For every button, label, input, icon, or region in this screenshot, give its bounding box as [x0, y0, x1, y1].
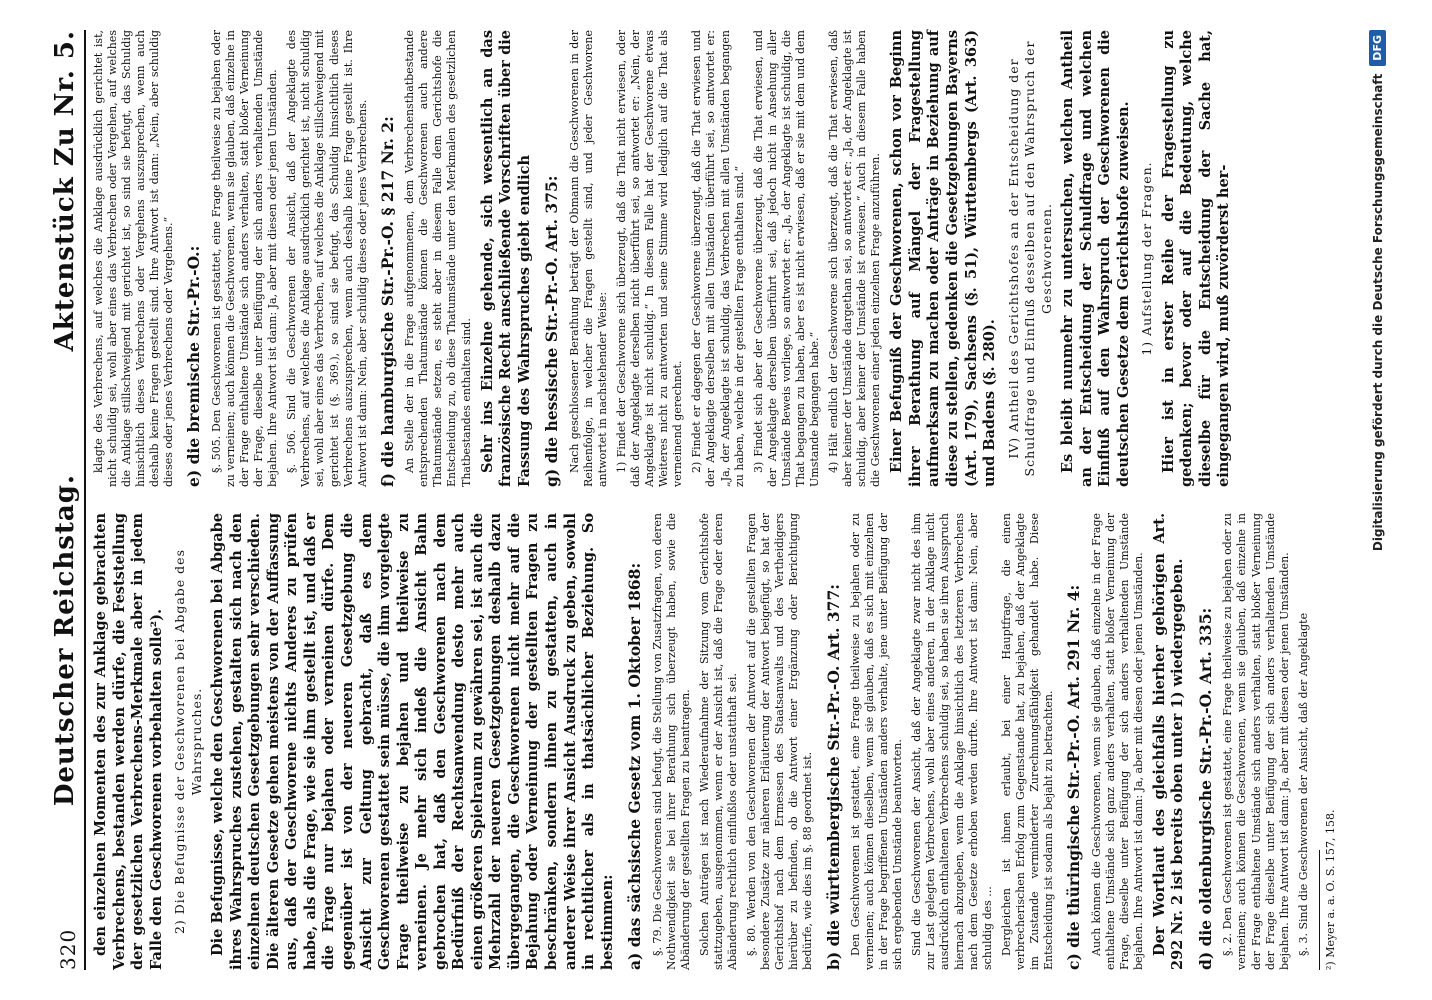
paragraph: §. 79. Die Geschworenen sind befugt, die Stellung von Zusatzfragen, von deren Nothwendigkeit sie bei ihrer Berathung sich überzeugt haben, sowie die Abänderung der gestellten Fragen zu beantragen. — [650, 513, 692, 970]
paragraph: Hier ist in erster Reihe der Fragestellung zu gedenken; bevor oder auf die Bedeutung, welche dieselbe für die Entscheidung der Sache hat, eingegangen wird, muß zuvörderst her- — [1159, 30, 1233, 487]
paragraph: 4) Hält endlich der Geschworene sich überzeugt, daß die That erwiesen, daß aber keiner der Umstände dargethan sei, so antwortet er: „Ja, der Angeklagte ist schuldig, aber keiner der Umstände ist erwiesen.“ Auch in diesem Falle haben die Geschworenen einer jeden einzelnen Frage anzuführen. — [827, 30, 883, 487]
running-subtitle: Aktenstück Zu Nr. 5. — [50, 30, 80, 352]
subsection-heading: g) die hessische Str.-Pr.-O. Art. 375: — [542, 175, 562, 487]
section-heading: IV) Antheil des Gerichtshofes an der Entscheidung der Schuldfrage und Einfluß desselben auf den Wahrspruch der Geschworenen. — [1005, 40, 1054, 477]
subsection-heading: b) die württembergische Str.-Pr.-O. Art. 377: — [823, 584, 843, 970]
paragraph: Den Geschworenen ist gestattet, eine Frage theilweise zu bejahen oder zu verneinen; auch können dieselben, wenn sie glauben, daß es sich mit einzelnen in der Frage begriffenen Umständen anders verhalte, jene unter Beifügung der sich ergebenden Umstände beantworten. — [848, 513, 905, 970]
left-column — [92, 513, 1337, 970]
paragraph: Die Befugnisse, welche den Geschworenen bei Abgabe ihres Wahrspruches zustehen, gestalten sich nach den einzelnen deutschen Gesetzgebungen sehr verschieden. Die älteren Gesetze gehen meistens von der Auffassung aus, daß der Geschworene nichts Anderes zu prüfen habe, als die Frage, wie sie ihm gestellt ist, und daß er die Frage nur bejahen oder verneinen dürfe. Dem gegenüber ist von der neueren Gesetzgebung die Ansicht zur Geltung gebracht, daß es dem Geschworenen gestattet sein müsse, die ihm vorgelegte Frage theilweise zu bejahen und theilweise zu verneinen. Je mehr sich indeß die Ansicht Bahn gebrochen hat, daß den Geschworenen nach dem Bedürfniß der Rechtsanwendung desto mehr auch einen größeren Spielraum zu gewähren sei, ist auch die Mehrzahl der neueren Gesetzgebungen deshalb dazu übergegangen, die Geschworenen nicht mehr auf die Bejahung oder Verneinung der gestellten Fragen zu beschränken, sondern ihnen zu gestatten, auch in anderer Weise ihrer Ansicht Ausdruck zu geben, sowohl in rechtlicher als in thatsächlicher Beziehung. So bestimmen: — [209, 513, 616, 970]
paragraph: Einer Befugniß der Geschworenen, schon vor Beginn ihrer Berathung auf Mängel der Fragestellung aufmerksam zu machen oder Anträge in Beziehung auf diese zu stellen, gedenken die Gesetzgebungen Bayerns (Art. 179), Sachsens (§. 51), Württembergs (Art. 363) und Badens (§. 280). — [888, 30, 999, 487]
digitization-credit — [1369, 30, 1386, 970]
text-columns — [92, 30, 1337, 970]
paragraph: Sehr ins Einzelne gehende, sich wesentlich an das französische Recht anschließende Vorschriften über die Fassung des Wahrspruches giebt endlich — [478, 30, 533, 487]
paragraph: Auch können die Geschworenen, wenn sie glauben, daß einzelne in der Frage enthaltene Umstände sich ganz anders verhalten, statt bloßer Verneinung der Frage, dieselbe unter Beifügung der sich anders verhaltenden Umstände bejahen. Ihre Antwort ist dann: Ja, aber mit diesen oder jenen Umständen. — [1089, 513, 1145, 970]
subsection-heading: a) das sächsische Gesetz vom 1. Oktober 1868: — [625, 562, 645, 970]
subsection-heading: f) die hamburgische Str.-Pr.-O. § 217 Nr. 2: — [377, 116, 397, 487]
paragraph: Nach geschlossener Berathung beträgt der Obmann die Geschworenen in der Reihenfolge, in welcher die Fragen gestellt sind, und jeder Geschworene antwortet in nachstehender Weise: — [567, 30, 609, 487]
paragraph: 3) Findet sich aber der Geschworene überzeugt, daß die That erwiesen, und der Angeklagte derselben überführt sei, daß jedoch nicht in Ansehung aller Umstände Beweis vorliege, so antwortet er: „Ja, der Angeklagte ist schuldig, die That begangen zu haben, aber es ist nicht erwiesen, daß er sie mit dem und dem Umstande begangen habe.“ — [751, 30, 821, 487]
paragraph: §. 3. Sind die Geschworenen der Ansicht, daß der Angeklagte — [1296, 612, 1310, 956]
paragraph: klagte des Verbrechens, auf welches die Anklage ausdrücklich gerichtet ist, nicht schuldig sei, wohl aber eines das Verbrechen oder Vergehen, auf welches die Anklage stillschweigend mit gerichtet ist, so sind sie befugt, das Schuldig hinsichtlich dieses Verbrechens oder Vergehens auszusprechen, wenn auch deshalb keine Fragen gestellt sind. Ihre Antwort ist dann: „Nein, aber schuldig dieses oder jenes Verbrechens oder Vergehens.“ — [92, 30, 176, 487]
credit-text: Digitalisierung gefördert durch die Deutsche Forschungsgemeinschaft — [1370, 73, 1385, 552]
paragraph: §. 505. Den Geschworenen ist gestattet, eine Frage theilweise zu bejahen oder zu verneinen; auch können die Geschworenen, wenn sie glauben, daß einzelne in der Frage enthaltene Umstände sich anders verhalten, statt bloßer Verneinung der Frage, dieselbe unter Beifügung der sich anders verhaltenden Umstände bejahen. Ihre Antwort ist dann: Ja, aber mit diesen oder jenen Umständen. — [209, 30, 280, 487]
paragraph: den einzelnen Momenten des zur Anklage gebrachten Verbrechens, bestanden werden dürfe, die Feststellung der gesetzlichen Verbrechens-Merkmale aber in jedem Falle den Geschworenen vorbehalten solle²). — [92, 513, 165, 970]
paragraph: Solchen Anträgen ist nach Wiederaufnahme der Sitzung vom Gerichtshofe stattzugeben, ausgenommen, wenn er der Ansicht ist, daß die Frage oder deren Abänderung rechtlich einflußlos oder unstatthaft sei. — [697, 513, 740, 970]
paragraph: 2) Findet er dagegen der Geschworene überzeugt, daß die That erwiesen und der Angeklagte derselben mit allen Umständen überführt sei, so antwortet er: „Ja, der Angeklagte ist schuldig, das Verbrechen mit allen Umständen begangen zu haben, welche in der gestellten Frage enthalten sind.“ — [690, 30, 746, 487]
footnote: ²) Meyer a. a. O. S. 157, 158. — [1323, 809, 1337, 970]
section-heading: 1) Aufstellung der Fragen. — [1139, 161, 1155, 356]
paragraph: Es bleibt nunmehr zu untersuchen, welchen Antheil an der Entscheidung der Schuldfrage und welchen Einfluß auf den Wahrspruch der Geschworenen die deutschen Gesetze dem Gerichtshofe zuweisen. — [1059, 30, 1132, 487]
subsection-heading: c) die thüringische Str.-Pr.-O. Art. 291 Nr. 4: — [1064, 584, 1084, 970]
subsection-heading: d) die oldenburgische Str.-Pr.-O. Art. 335: — [1195, 607, 1215, 970]
paragraph: Der Wortlaut des gleichfalls hierher gehörigen Art. 292 Nr. 2 ist bereits oben unter 1) wiedergegeben. — [1150, 513, 1187, 970]
paragraph: An Stelle der in die Frage aufgenommenen, dem Verbrechensthatbestande entsprechenden Thatumstände können die Geschworenen auch andere Thatumstände setzen, es steht aber in diesem Falle dem Gerichtshofe die Entscheidung zu, ob diese Thatumstände unter den Merkmalen des gesetzlichen Thatbestandes enthalten sind. — [403, 30, 473, 487]
paragraph: 1) Findet der Geschworene sich überzeugt, daß die That nicht erwiesen, oder daß der Angeklagte derselben nicht überführt sei, so antwortet er: „Nein, der Angeklagte ist nicht schuldig.“ In diesem Falle hat der Geschworene etwas Weiteres nicht zu antworten und seine Stimme wird lediglich auf die That als verneinend gerechnet. — [614, 30, 685, 487]
paragraph: §. 2. Den Geschworenen ist gestattet, eine Frage theilweise zu bejahen oder zu verneinen; auch können die Geschworenen, wenn sie glauben, daß einzelne in der Frage enthaltene Umstände sich anders verhalten, statt bloßer Verneinung der Frage dieselbe unter Beifügung der sich anders verhaltenden Umstände bejahen. Ihre Antwort ist dann: Ja, aber mit diesen oder jenen Umständen. — [1221, 513, 1291, 970]
dfg-logo: DFG — [1369, 30, 1386, 66]
right-column — [92, 30, 1310, 487]
running-head — [40, 30, 86, 970]
paragraph: §. 506. Sind die Geschworenen der Ansicht, daß der Angeklagte des Verbrechens, auf welches die Anklage ausdrücklich gerichtet ist, nicht schuldig sei, wohl aber eines das Verbrechen, auf welches die Anklage stillschweigend mit gerichtet ist (§. 369.), so sind sie befugt, das Schuldig hinsichtlich dieses Verbrechens auszusprechen, wenn auch deshalb keine Frage gestellt ist. Ihre Antwort ist dann: Nein, aber schuldig dieses oder jenes Verbrechens. — [285, 30, 369, 487]
subsection-heading: e) die bremische Str.-Pr.-O.: — [184, 245, 204, 487]
paragraph: Sind die Geschworenen der Ansicht, daß der Angeklagte zwar nicht des ihm zur Last gelegten Verbrechens, wohl aber eines anderen, in der Anklage nicht ausdrücklich enthaltenen Verbrechens schuldig sei, so haben sie ihren Ausspruch hiernach abzugeben, wenn die Anklage hinsichtlich des letzteren Verbrechens nach dem Gesetze erhoben werden durfte. Ihre Antwort ist dann: Nein, aber schuldig des ... — [910, 513, 994, 970]
paragraph: Dergleichen ist ihnen erlaubt, bei einer Hauptfrage, die einen verbrecherischen Erfolg zum Gegenstande hat, zu bejahen, daß der Angeklagte im Zustande verminderter Zurechnungsfähigkeit gehandelt habe. Diese Entscheidung ist sodann als bejaht zu betrachten. — [999, 513, 1055, 970]
footnote-divider — [1319, 850, 1320, 970]
section-heading: 2) Die Befugnisse der Geschworenen bei Abgabe des Wahrspruches. — [172, 549, 204, 935]
running-title: Deutscher Reichstag. — [50, 474, 80, 807]
paragraph: §. 80. Werden von den Geschworenen der Antwort auf die gestellten Fragen besondere Zusätze zur näheren Erläuterung der Antwort beigefügt, so hat der Gerichtshof nach dem Ermessen des Staatsanwalts und des Vertheidigers hierüber zu befinden, ob die Antwort einer Ergänzung oder Berichtigung bedürfe, wie dies im §. 88 geordnet ist. — [745, 513, 815, 970]
page-number: 320 — [56, 928, 80, 970]
